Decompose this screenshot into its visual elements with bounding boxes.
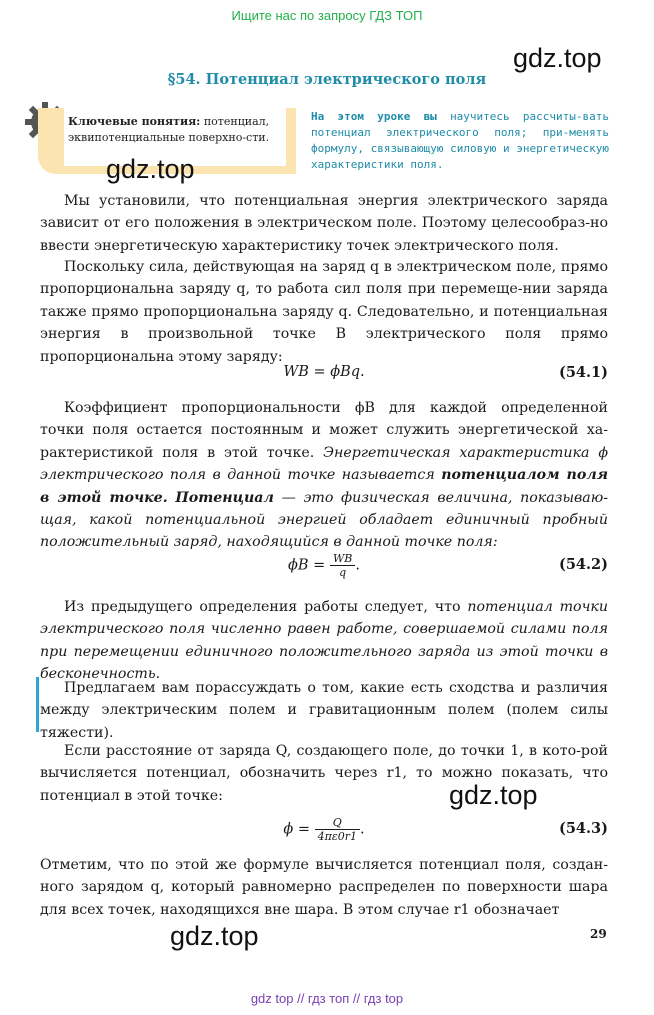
paragraph-5: Предлагаем вам порассуждать о том, какие есть сходства и различия между электрическим полем и гравитационным полем (полем силы тяжести).	[40, 680, 608, 741]
lesson-goal-lead: На этом уроке вы	[311, 110, 437, 123]
formula-54-3: ϕ = $\frac{Q}{4\pi\varepsilon 0r1}$ . (54.3)	[283, 816, 608, 843]
page-number: 29	[590, 927, 607, 941]
paragraph-3: Коэффициент пропорциональности ϕB для каждой определенной точки поля остается постоянным и может служить энергетической ха-рактеристикой поля в этой точке. Энергетическая характеристика ϕ электрического поля в данной точке называется потенциалом поля в этой точке. Потенциал — это физическая величина, показываю-щая, какой потенциальной энергией обладает единичный пробный положительный заряд, находящийся в данной точке поля:	[40, 400, 609, 551]
watermark: gdz.top	[449, 780, 538, 810]
formula-54-1	[40, 364, 608, 390]
formula-54-3-number: (54.3)	[558, 820, 608, 837]
top-search-hint[interactable]: Ищите нас по запросу ГДЗ ТОП	[231, 8, 423, 23]
formula-54-2: ϕB = $\frac{WB}{q}$ . (54.2)	[288, 552, 608, 579]
footer-links[interactable]: gdz top // гдз топ // гдз top	[250, 991, 404, 1006]
paragraph-2: Поскольку сила, действующая на заряд q в электрическом поле, прямо пропорциональна заряду q, то работа сил поля при перемеще-нии заряда также прямо пропорциональна заряду q. Следовательно, и потенциальная энергия в произвольной точке B электрического поля прямо пропорциональна этому заряду:	[40, 259, 608, 365]
discussion-marker	[36, 677, 39, 732]
lesson-goal-text: научитесь рассчиты-вать потенциал электрического поля; при-менять формулу, связывающую силовую и энергетическую характеристики поля.	[311, 110, 610, 171]
section-title: §54. Потенциал электрического поля	[167, 71, 487, 88]
formula-54-1-number: (54.1)	[558, 364, 608, 381]
watermark: gdz.top	[513, 43, 602, 73]
lesson-goal	[311, 109, 609, 173]
paragraph-4: Из предыдущего определения работы следует, что потенциал точки электрического поля численно равен работе, совершаемой силами поля при перемещении единичного положительного заряда из этой точки в бесконечность.	[40, 599, 609, 683]
watermark: gdz.top	[170, 921, 259, 951]
key-concepts-text: потенциал, эквипотенциальные поверхно-сти.	[68, 115, 270, 144]
paragraph-6: Если расстояние от заряда Q, создающего поле, до точки 1, в кото-рой вычисляется потенциал, обозначить через r1, то можно показать, что потенциал в этой точке:	[40, 743, 608, 804]
formula-54-2-lhs: ϕB =	[288, 557, 326, 574]
formula-54-3-lhs: ϕ =	[283, 821, 311, 838]
paragraph-7: Отметим, что по этой же формуле вычисляется потенциал поля, создан-ного зарядом q, который равномерно распределен по поверхности шара для всех точек, находящихся вне шара. В этом случае r1 обозначает	[40, 857, 608, 918]
formula-54-1-expr: WB = ϕBq.	[283, 364, 365, 380]
watermark: gdz.top	[106, 154, 195, 184]
paragraph-1: Мы установили, что потенциальная энергия электрического заряда зависит от его положения в электрическом поле. Поэтому целесообраз-но ввести энергетическую характеристику точек электрического поля.	[40, 193, 608, 254]
formula-54-2-number: (54.2)	[558, 556, 608, 573]
key-concepts-label: Ключевые понятия:	[68, 115, 201, 128]
